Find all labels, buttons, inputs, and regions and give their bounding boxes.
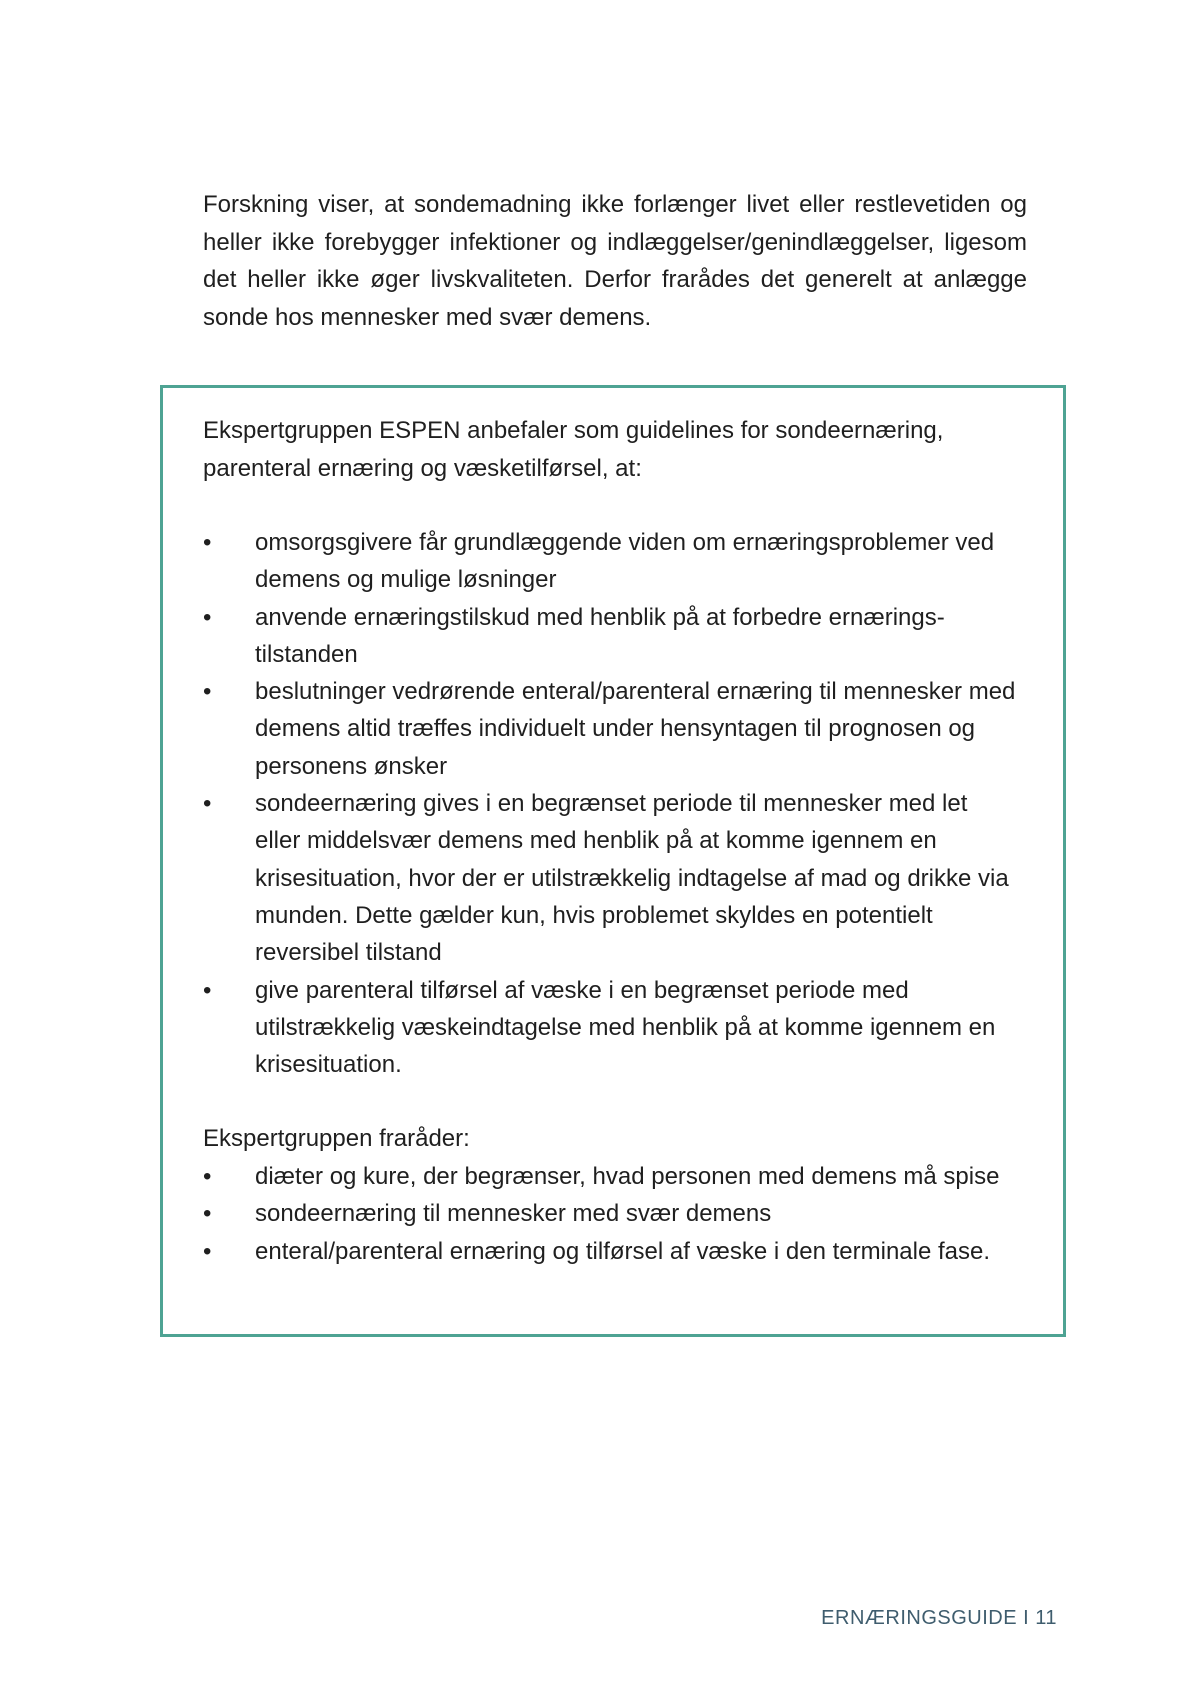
list-item: [203, 599, 1018, 674]
recommendation-box: [160, 385, 1066, 1337]
recommendation-box-content: [203, 412, 1018, 1270]
list-item-text: sondeernæring gives i en begrænset periode til mennesker med let eller middelsvær demens med henblik på at komme igennem en krisesituation, hvor der er utilstrækkelig indtagelse af mad og drikke via munden. Dette gælder kun, hvis problemet skyldes en potentielt reversibel tilstand: [255, 790, 1009, 967]
bullet-icon: •: [203, 529, 212, 556]
list-item-text: anvende ernæringstilskud med henblik på at forbedre ernæringstilstanden: [255, 603, 945, 668]
list-item-text: omsorgsgivere får grundlæggende viden om ernæringsproblemer ved demens og mulige løsninger: [255, 529, 995, 594]
list-item: [203, 1233, 1018, 1270]
discouraged-list: [203, 1158, 1018, 1270]
list-item-text: diæter og kure, der begrænser, hvad personen med demens må spise: [255, 1162, 1000, 1190]
page-footer: ERNÆRINGSGUIDE I 11: [821, 1607, 1057, 1629]
list-item-text: beslutninger vedrørende enteral/parenteral ernæring til mennesker med demens altid træffes individuelt under hensyntagen til prognosen og personens ønsker: [255, 678, 1016, 780]
list-item: [203, 524, 1018, 599]
list-item-text: give parenteral tilførsel af væske i en begrænset periode med utilstrækkelig væskeindtagelse med henblik på at komme igennem en krisesituation.: [255, 976, 996, 1079]
bullet-icon: •: [203, 678, 212, 706]
list-item-text: sondeernæring til mennesker med svær demens: [255, 1200, 772, 1228]
bullet-icon: •: [203, 1162, 212, 1190]
intro-paragraph: Forskning viser, at sondemadning ikke forlænger livet eller restlevetiden og heller ikke forebygger infektioner og indlæggelser/genindlæggelser, ligesom det heller ikke øger livskvaliteten. Derfor frarådes det generelt at anlægge sonde hos mennesker med svær demens.: [203, 191, 1027, 331]
list-item: [203, 1195, 1018, 1232]
bullet-icon: •: [203, 1200, 212, 1228]
bullet-icon: •: [203, 790, 212, 818]
list-item: [203, 785, 1018, 971]
list-item: [203, 972, 1018, 1084]
discouraged-intro: Ekspertgruppen fraråder:: [203, 1125, 470, 1153]
bullet-icon: •: [203, 603, 212, 631]
bullet-icon: •: [203, 1237, 212, 1265]
list-item: [203, 1158, 1018, 1195]
recommendation-list: [203, 524, 1018, 1083]
recommendation-intro: Ekspertgruppen ESPEN anbefaler som guidelines for sondeernæring, parenteral ernæring og væsketilførsel, at:: [203, 417, 944, 482]
bullet-icon: •: [203, 976, 212, 1004]
list-item: [203, 673, 1018, 785]
list-item-text: enteral/parenteral ernæring og tilførsel af væske i den terminale fase.: [255, 1237, 991, 1265]
